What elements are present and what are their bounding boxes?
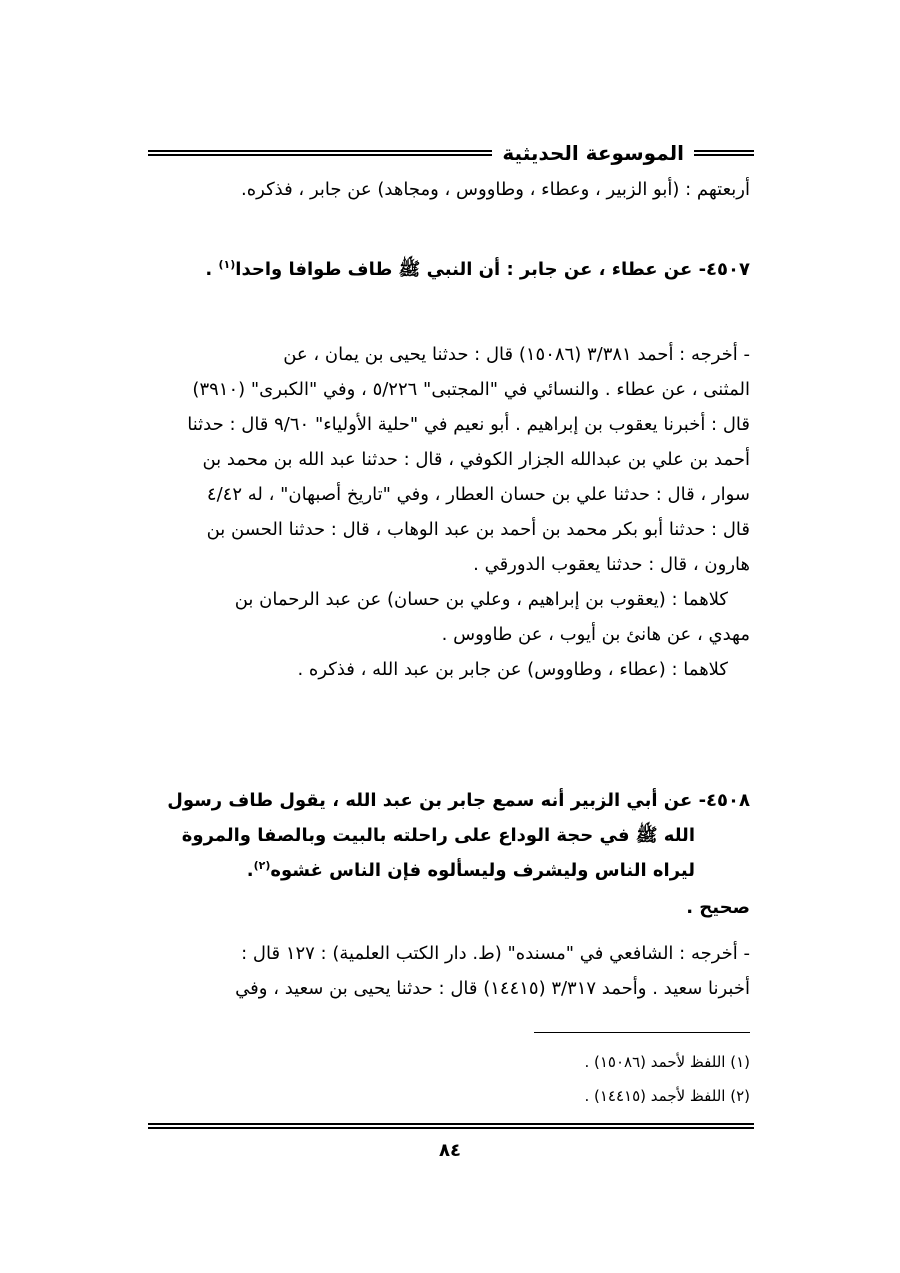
takhrij-4507 xyxy=(145,337,750,687)
hadith-end: . xyxy=(205,259,219,280)
text-line: ٤٥٠٨- عن أبي الزبير أنه سمع جابر بن عبد الله ، يقول طاف رسول xyxy=(167,790,750,811)
text-line: كلاهما : (يعقوب بن إبراهيم ، وعلي بن حسان) عن عبد الرحمان بن xyxy=(234,589,728,610)
text-line: أحمد بن علي بن عبدالله الجزار الكوفي ، قال : حدثنا عبد الله بن محمد بن xyxy=(202,449,750,470)
hadith-text: ٤٥٠٧- عن عطاء ، عن جابر : أن النبي ﷺ طاف طوافا واحدا xyxy=(235,259,750,280)
hadith-text: ليراه الناس وليشرف وليسألوه فإن الناس غشوه xyxy=(270,860,695,881)
text-line: قال : حدثنا أبو بكر محمد بن أحمد بن عبد الوهاب ، قال : حدثنا الحسن بن xyxy=(206,519,750,540)
footnotes xyxy=(145,1045,750,1113)
text-line: - أخرجه : الشافعي في "مسنده" (ط. دار الكتب العلمية) : ١٢٧ قال : xyxy=(241,943,750,964)
text-line: هارون ، قال : حدثنا يعقوب الدورقي . xyxy=(473,554,750,575)
text-line: الله ﷺ في حجة الوداع على راحلته بالبيت وبالصفا والمروة xyxy=(181,825,695,846)
continuation-line xyxy=(145,172,750,207)
takhrij-4508 xyxy=(145,936,750,1006)
running-header xyxy=(148,138,754,168)
footnote-1: (١) اللفظ لأحمد (١٥٠٨٦) . xyxy=(584,1053,750,1071)
text-line: أخبرنا سعيد . وأحمد ٣/٣١٧ (١٤٤١٥) قال : حدثنا يحيى بن سعيد ، وفي xyxy=(235,978,750,999)
header-rule-left xyxy=(148,150,492,156)
hadith-end: . xyxy=(246,860,254,881)
footnote-ref-2: (٢) xyxy=(253,859,271,872)
page-number: ٨٤ xyxy=(439,1140,461,1161)
footer-rule xyxy=(148,1123,754,1129)
text-line: المثنى ، عن عطاء . والنسائي في "المجتبى" ٥/٢٢٦ ، وفي "الكبرى" (٣٩١٠) xyxy=(192,379,750,400)
footnote-2: (٢) اللفظ لأجمد (١٤٤١٥) . xyxy=(584,1087,750,1105)
footnote-ref-1: (١) xyxy=(218,258,236,271)
text-line: قال : أخبرنا يعقوب بن إبراهيم . أبو نعيم في "حلية الأولياء" ٩/٦٠ قال : حدثنا xyxy=(187,414,750,435)
grade-label: صحيح . xyxy=(686,897,750,918)
hadith-4507 xyxy=(145,252,750,287)
text-line: كلاهما : (عطاء ، وطاووس) عن جابر بن عبد الله ، فذكره . xyxy=(297,659,728,680)
hadith-4508-last-line xyxy=(145,853,750,888)
text-line: - أخرجه : أحمد ٣/٣٨١ (١٥٠٨٦) قال : حدثنا يحيى بن يمان ، عن xyxy=(283,344,750,365)
text-line: مهدي ، عن هانئ بن أيوب ، عن طاووس . xyxy=(441,624,750,645)
text-line: أربعتهم : (أبو الزبير ، وعطاء ، وطاووس ، ومجاهد) عن جابر ، فذكره. xyxy=(240,179,750,200)
footnote-separator xyxy=(534,1032,750,1033)
text-line: سوار ، قال : حدثنا علي بن حسان العطار ، وفي "تاريخ أصبهان" ، له ٤/٤٢ xyxy=(206,484,750,505)
header-rule-right xyxy=(694,150,754,156)
header-title: الموسوعة الحديثية xyxy=(502,141,684,165)
hadith-4507-text xyxy=(145,252,750,287)
hadith-4508 xyxy=(145,783,750,925)
